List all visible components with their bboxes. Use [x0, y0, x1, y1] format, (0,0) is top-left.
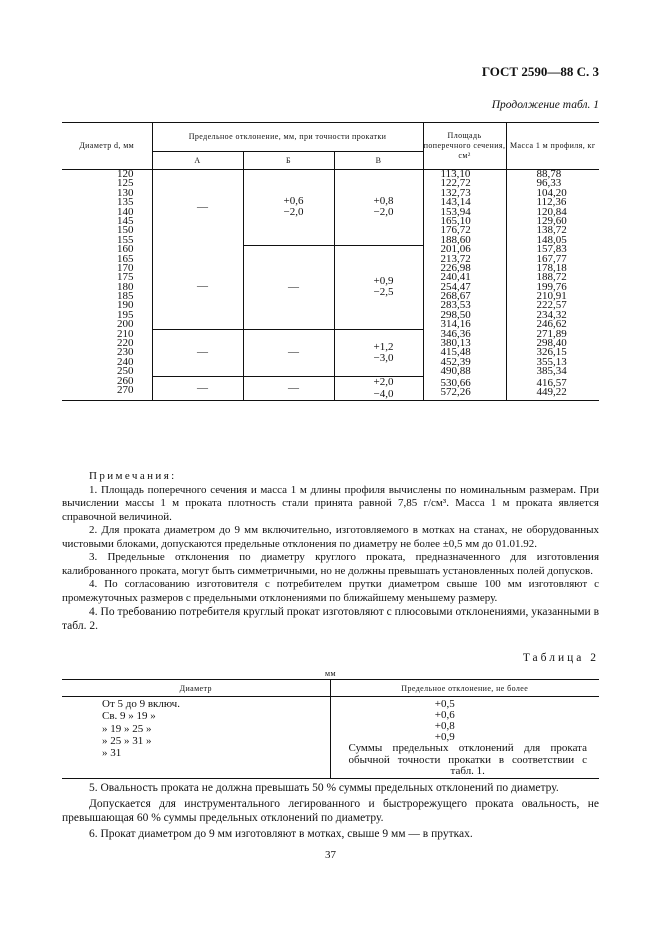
note-4: 4. По согласованию изготовителя с потребителем прутки диаметром свыше 100 мм изготовляют с промежуточных размеров с предельными отклонениями по ближайшему меньшему размеру. — [62, 578, 599, 604]
area-value: 572,26 — [440, 386, 471, 399]
diameter-value: 180 — [117, 280, 134, 293]
header-class-b: Б — [243, 152, 334, 170]
diameter-value: 230 — [117, 346, 134, 359]
diameter-value: 240 — [117, 355, 134, 368]
diameter-value: 250 — [117, 365, 134, 378]
mass-value: 188,72 — [536, 271, 567, 284]
area-value: 490,88 — [440, 365, 471, 378]
mass-value: 416,57 — [536, 376, 567, 389]
area-value: 213,72 — [440, 252, 471, 265]
table-1 — [62, 122, 599, 401]
area-value: 113,10 — [440, 168, 471, 180]
diameter-value: 155 — [117, 233, 134, 246]
diameter-value: 165 — [117, 252, 134, 265]
mass-value: 271,89 — [536, 327, 567, 340]
mass-value: 88,78 — [536, 168, 562, 180]
diameter-value: 270 — [117, 383, 134, 396]
deviation-b: — — [288, 381, 299, 394]
diameter-value-cell — [62, 170, 152, 246]
page-number: 37 — [325, 849, 336, 861]
deviation-v: +1,2 −3,0 — [373, 340, 394, 365]
deviation-b: — — [288, 346, 299, 359]
diameter-value: 195 — [117, 308, 134, 321]
mass-value: 449,22 — [536, 386, 567, 399]
t2-diameter: От 5 до 9 включ. — [102, 698, 180, 710]
diameter-value: 260 — [117, 374, 134, 387]
deviation-a: — — [197, 280, 208, 293]
t2-note: Суммы предельных отклонений для проката обычной точности прокатки в соответствии с табл. 1. — [348, 742, 587, 777]
area-value-cell — [423, 377, 506, 401]
t2-diameter: Св. 9 » 19 » — [102, 710, 156, 723]
area-value: 143,14 — [440, 196, 471, 209]
paragraph-6: 6. Прокат диаметром до 9 мм изготовляют в мотках, свыше 9 мм — в прутках. — [89, 828, 473, 840]
paragraph-4: 4. По требованию потребителя круглый прокат изготовляют с плюсовыми отклонениями, указанными в табл. 2. — [62, 606, 599, 632]
table-group-row — [62, 245, 599, 330]
area-value: 346,36 — [440, 327, 471, 340]
diameter-value: 130 — [117, 186, 134, 199]
t2-header-diameter: Диаметр — [62, 680, 330, 697]
t2-value-cell — [330, 697, 599, 779]
diameter-value: 190 — [117, 299, 134, 312]
area-value: 380,13 — [440, 337, 471, 350]
area-value: 176,72 — [440, 224, 471, 237]
diameter-value: 170 — [117, 261, 134, 274]
table-2 — [62, 679, 599, 779]
area-value: 415,48 — [440, 346, 471, 359]
area-value: 153,94 — [440, 205, 471, 218]
deviation-b: — — [288, 280, 299, 293]
deviation-v: +0,9 −2,5 — [373, 274, 394, 299]
diameter-value-cell — [62, 245, 152, 330]
table-continuation-label: Продолжение табл. 1 — [491, 99, 599, 111]
t2-diameter: » 19 » 25 » — [102, 722, 152, 735]
mass-value: 112,36 — [536, 196, 567, 209]
deviation-a: — — [197, 200, 208, 213]
area-value-cell — [423, 170, 506, 246]
mass-value: 96,33 — [536, 177, 562, 190]
header-class-v: В — [334, 152, 423, 170]
area-value: 314,16 — [440, 318, 471, 331]
diameter-value: 160 — [117, 243, 134, 256]
paragraph-5-continued: Допускается для инструментального легированного и быстрорежущего проката овальность, не превышающая 60 % суммы предельных отклонений по диаметру. — [62, 798, 599, 824]
table-group-row — [62, 170, 599, 246]
mass-value-cell — [506, 377, 599, 401]
mass-value: 234,32 — [536, 308, 567, 321]
paragraph-5: 5. Овальность проката не должна превышать 50 % суммы предельных отклонений по диаметру. — [89, 782, 559, 794]
note-3: 3. Предельные отклонения по диаметру круглого проката, предназначенного для изготовления калиброванного проката, могут быть симметричными, но не должны превышать установленных полей допусков. — [62, 551, 599, 577]
t2-value: +0,6 — [434, 709, 455, 721]
mass-value: 199,76 — [536, 280, 567, 293]
diameter-value: 125 — [117, 177, 134, 190]
t2-value: +0,5 — [434, 698, 455, 710]
diameter-value: 150 — [117, 224, 134, 237]
mass-value: 222,57 — [536, 299, 567, 312]
header-diameter: Диаметр d, мм — [62, 123, 152, 170]
mass-value: 148,05 — [536, 233, 567, 246]
table-group-row — [62, 330, 599, 377]
mass-value: 210,91 — [536, 290, 567, 303]
area-value: 240,41 — [440, 271, 471, 284]
mass-value: 129,60 — [536, 214, 567, 227]
document-header: ГОСТ 2590—88 С. 3 — [481, 64, 599, 79]
header-class-a: А — [152, 152, 243, 170]
diameter-value: 210 — [117, 327, 134, 340]
diameter-value: 135 — [117, 196, 134, 209]
table-group-row — [62, 377, 599, 401]
t2-diameter-cell — [62, 697, 330, 779]
diameter-value: 140 — [117, 205, 134, 218]
mass-value: 167,77 — [536, 252, 567, 265]
diameter-value: 120 — [117, 168, 134, 180]
area-value: 188,60 — [440, 233, 471, 246]
t2-value: +0,8 — [434, 720, 455, 732]
diameter-value: 200 — [117, 318, 134, 331]
mass-value-cell — [506, 245, 599, 330]
diameter-value: 145 — [117, 214, 134, 227]
mass-value: 178,18 — [536, 261, 567, 274]
mass-value: 298,40 — [536, 337, 567, 350]
deviation-b: +0,6 −2,0 — [283, 194, 304, 219]
area-value: 226,98 — [440, 261, 471, 274]
mass-value: 326,15 — [536, 346, 567, 359]
area-value: 298,50 — [440, 308, 471, 321]
header-area: Площадь поперечного сечения, см² — [423, 123, 506, 170]
area-value: 530,66 — [440, 376, 471, 389]
deviation-a: — — [197, 346, 208, 359]
diameter-value-cell — [62, 374, 152, 401]
area-value: 165,10 — [440, 214, 471, 227]
notes-title: Примечания: — [89, 470, 177, 482]
table-2-title: Таблица 2 — [522, 652, 599, 664]
t2-diameter: » 25 » 31 » — [102, 734, 152, 747]
table-2-unit: мм — [325, 669, 336, 678]
deviation-v: +0,8 −2,0 — [373, 194, 394, 219]
deviation-a: — — [197, 381, 208, 394]
mass-value: 385,34 — [536, 365, 567, 378]
mass-value-cell — [506, 170, 599, 246]
area-value: 201,06 — [440, 243, 471, 256]
header-mass: Масса 1 м профиля, кг — [506, 123, 599, 170]
diameter-value: 175 — [117, 271, 134, 284]
mass-value-cell — [506, 327, 599, 378]
diameter-value: 185 — [117, 290, 134, 303]
mass-value: 355,13 — [536, 355, 567, 368]
mass-value: 120,84 — [536, 205, 567, 218]
area-value: 254,47 — [440, 280, 471, 293]
diameter-value: 220 — [117, 337, 134, 350]
area-value: 283,53 — [440, 299, 471, 312]
header-deviation: Предельное отклонение, мм, при точности прокатки — [152, 123, 423, 152]
mass-value: 138,72 — [536, 224, 567, 237]
t2-header-deviation: Предельное отклонение, не более — [330, 680, 599, 697]
notes — [62, 470, 599, 605]
note-1: 1. Площадь поперечного сечения и масса 1 м длины профиля вычислены по номинальным размерам. При вычислении массы 1 м проката плотность стали принята равной 7,85 г/см³. Масса 1 м проката является справочной величиной. — [62, 483, 599, 523]
area-value-cell — [423, 245, 506, 330]
area-value: 132,73 — [440, 186, 471, 199]
deviation-v: +2,0 −4,0 — [373, 376, 394, 400]
area-value: 268,67 — [440, 290, 471, 303]
mass-value: 104,20 — [536, 186, 567, 199]
diameter-value-cell — [62, 327, 152, 378]
mass-value: 157,83 — [536, 243, 567, 256]
area-value-cell — [423, 327, 506, 378]
area-value: 452,39 — [440, 355, 471, 368]
note-2: 2. Для проката диаметром до 9 мм включительно, изготовляемого в мотках на станах, не оборудованных чистовыми блоками, допускаются предельные отклонения по диаметру не более ±0,5 мм до 01.01.92. — [62, 524, 599, 550]
mass-value: 246,62 — [536, 318, 567, 331]
t2-diameter: » 31 — [102, 747, 122, 760]
area-value: 122,72 — [440, 177, 471, 190]
t2-value: +0,9 — [434, 731, 455, 743]
